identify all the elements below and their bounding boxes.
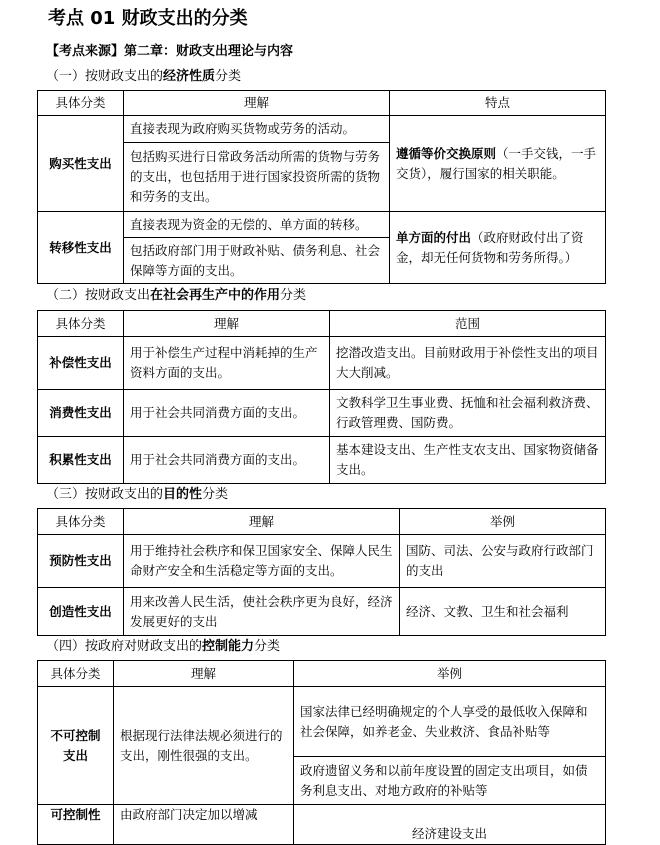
category-cell: 购买性支出 [38, 116, 124, 212]
header-understanding: 理解 [124, 311, 330, 337]
header-example: 举例 [400, 509, 606, 535]
example-cell: 国家法律已经明确规定的个人享受的最低收入保障和社会保障，如养老金、失业救济、食品补贴等 [294, 687, 606, 757]
category-cell: 预防性支出 [38, 535, 124, 588]
understanding-cell: 用来改善人民生活，使社会秩序更为良好，经济发展更好的支出 [124, 588, 400, 636]
table-row [38, 535, 606, 588]
example-cell: 政府遗留义务和以前年度设置的固定支出项目，如债务利息支出、对地方政府的补贴等 [294, 757, 606, 805]
understanding-cell: 包括购买进行日常政务活动所需的货物与劳务的支出，也包括用于进行国家投资所需的货物和劳务的支出。 [124, 143, 390, 212]
table-row [38, 116, 606, 143]
header-feature: 特点 [390, 91, 606, 116]
understanding-cell: 用于维持社会秩序和保卫国家安全、保障人民生命财产安全和生活稳定等方面的支出。 [124, 535, 400, 588]
category-cell: 不可控制支出 [38, 687, 114, 805]
table-row [38, 437, 606, 484]
section-1-heading: （一）按财政支出的经济性质分类 [46, 69, 242, 84]
category-cell: 补偿性支出 [38, 337, 124, 390]
understanding-cell: 直接表现为资金的无偿的、单方面的转移。 [124, 212, 390, 238]
section-2-heading: （二）按财政支出在社会再生产中的作用分类 [46, 288, 307, 303]
understanding-cell: 根据现行法律法规必须进行的支出，刚性很强的支出。 [114, 687, 294, 805]
scope-cell: 文教科学卫生事业费、抚恤和社会福利救济费、行政管理费、国防费。 [330, 390, 606, 437]
table-row [38, 390, 606, 437]
feature-cell: 单方面的付出（政府财政付出了资金，却无任何货物和劳务所得。） [390, 212, 606, 284]
control-ability-table [37, 660, 606, 845]
category-cell: 创造性支出 [38, 588, 124, 636]
table-row [38, 588, 606, 636]
header-category: 具体分类 [38, 311, 124, 337]
example-cell: 经济、文教、卫生和社会福利 [400, 588, 606, 636]
source-line: 【考点来源】第二章：财政支出理论与内容 [46, 44, 294, 59]
understanding-cell: 由政府部门决定加以增减 [114, 805, 294, 845]
table-row [38, 337, 606, 390]
feature-cell: 遵循等价交换原则（一手交钱，一手交货），履行国家的相关职能。 [390, 116, 606, 212]
understanding-cell: 直接表现为政府购买货物或劳务的活动。 [124, 116, 390, 143]
economic-nature-table [37, 90, 606, 284]
category-cell: 积累性支出 [38, 437, 124, 484]
header-category: 具体分类 [38, 661, 114, 687]
purpose-table [37, 508, 606, 636]
table-row [38, 687, 606, 757]
header-example: 举例 [294, 661, 606, 687]
understanding-cell: 用于补偿生产过程中消耗掉的生产资料方面的支出。 [124, 337, 330, 390]
category-cell: 转移性支出 [38, 212, 124, 284]
section-3-heading: （三）按财政支出的目的性分类 [46, 487, 229, 502]
category-cell: 可控制性 [38, 805, 114, 845]
header-scope: 范围 [330, 311, 606, 337]
reproduction-role-table [37, 310, 606, 484]
header-understanding: 理解 [124, 91, 390, 116]
header-category: 具体分类 [38, 509, 124, 535]
scope-cell: 基本建设支出、生产性支农支出、国家物资储备支出。 [330, 437, 606, 484]
table-row [38, 805, 606, 845]
example-cell: 经济建设支出 [294, 805, 606, 845]
header-understanding: 理解 [124, 509, 400, 535]
understanding-cell: 用于社会共同消费方面的支出。 [124, 390, 330, 437]
understanding-cell: 包括政府部门用于财政补贴、债务利息、社会保障等方面的支出。 [124, 238, 390, 284]
category-cell: 消费性支出 [38, 390, 124, 437]
table-row [38, 212, 606, 238]
header-category: 具体分类 [38, 91, 124, 116]
section-4-heading: （四）按政府对财政支出的控制能力分类 [46, 639, 281, 654]
header-understanding: 理解 [114, 661, 294, 687]
page-title: 考点 01 财政支出的分类 [48, 8, 248, 29]
scope-cell: 挖潜改造支出。目前财政用于补偿性支出的项目大大削减。 [330, 337, 606, 390]
understanding-cell: 用于社会共同消费方面的支出。 [124, 437, 330, 484]
example-cell: 国防、司法、公安与政府行政部门的支出 [400, 535, 606, 588]
